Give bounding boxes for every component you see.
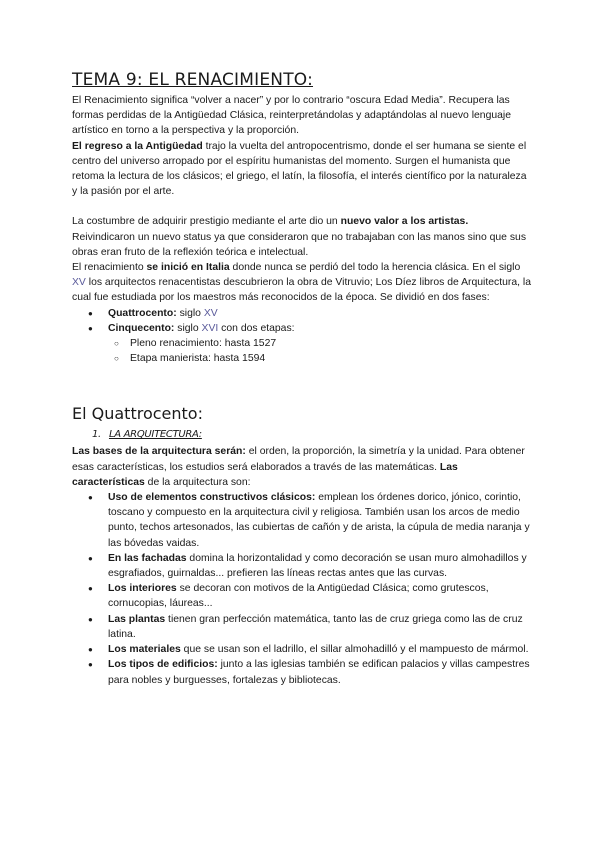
bold-term: El regreso a la Antigüedad [72,140,203,152]
list-item [72,551,532,581]
spacer [72,199,532,214]
feature-label: Uso de elementos constructivos clásicos: [108,492,316,504]
intro-paragraph: El Renacimiento significa “volver a nacer” y por lo contrario “oscura Edad Media”. Recupera las formas perdidas de la Antigüedad Clásica, reinterpretándolas y adaptándolas al nuevo lenguaje artístico en torno a la perspectiva y la proporción. [72,95,512,137]
list-item [72,321,532,336]
list-item [72,490,532,551]
feature-label: Las plantas [108,613,166,625]
phase-text: siglo [174,322,202,334]
century-text: XV [203,307,218,319]
paragraph-text: trajo la vuelta del antropocentrismo, donde el ser humana se siente el centro del universo arropado por el espíritu humanistas del momento. Surgen el humanista que retoma la lectura de los clásicos; el griego, el latín, la filosofía, el interés científico por la naturaleza y la pasión por el arte. [72,140,527,198]
features-list [72,490,532,688]
phase-text: con dos etapas: [218,322,295,334]
artists-paragraph [72,214,532,260]
paragraph-text: El renacimiento [72,262,147,274]
feature-text: tienen gran perfección matemática, tanto las de cruz griega como las de cruz latina. [108,613,523,640]
bases-paragraph [72,444,532,490]
paragraph-text: de la arquitectura son: [144,476,251,488]
bold-term: Las bases de la arquitectura serán: [72,446,246,458]
list-item [72,657,532,687]
subsection-label: LA ARQUITECTURA: [108,429,202,441]
italy-paragraph [72,260,532,306]
paragraph-text: donde nunca se perdió del todo la herencia clásica. En el siglo [229,262,521,274]
phases-list [72,306,532,336]
antiquity-paragraph [72,139,532,200]
phase-label: Quattrocento: [108,307,177,319]
phase-label: Cinquecento: [108,322,175,334]
document-page [72,70,532,688]
century-text: XV [72,277,86,289]
feature-text: se decoran con motivos de la Antigüedad Clásica; como grutescos, cornucopias, láureas... [108,583,489,610]
paragraph-text: los arquitectos renacentistas descubrieron la obra de Vitruvio; Los Díez libros de Arquitectura, la cual fue estudiada por los maestros más reconocidos de la época. Se dividió en dos fases: [72,277,531,304]
bold-term: nuevo valor a los artistas. [340,216,469,228]
list-item [72,642,532,657]
subsection-title [72,429,532,440]
bold-term: Las características [72,461,458,488]
feature-label: Los materiales [108,644,181,656]
section-title: El Quattrocento: [72,404,203,424]
subsection-number: 1. [92,429,101,441]
paragraph-text: La costumbre de adquirir prestigio mediante el arte dio un [72,216,341,228]
list-item: ○ Etapa manierista: hasta 1594 [72,351,532,366]
stages-list [72,336,532,366]
paragraph-text: Reivindicaron un nuevo status ya que consideraron que no trabajaban con las manos sino que sus obras eran fruto de la reflexión teórica e intelectual. [72,231,527,258]
phase-text: siglo [176,307,204,319]
bold-term: se inició en Italia [146,262,230,274]
feature-text: emplean los órdenes dorico, jónico, corintio, toscano y compuesto en la arquitectura civil y religiosa. También usan los arcos de medio punto, techos artesonados, las cubiertas de cañón y de arista, la cúpula de media naranja y las bóvedas vaidas. [108,492,530,549]
century-text: XVI [201,322,219,334]
paragraph-text: el orden, la proporción, la simetría y la unidad. Para obtener esas características, los estudios será elaborados a través de las matemáticas. [72,446,525,473]
feature-text: domina la horizontalidad y como decoración se usan muro almohadillos y esgrafiados, guirnaldas... prefieren las líneas rectas antes que las curvas. [108,552,527,580]
list-item: ○ Pleno renacimiento: hasta 1527 [72,336,532,351]
feature-text: junto a las iglesias también se edifican palacios y villas campestres para nobles y burguesses, fortalezas y bibliotecas. [108,659,530,686]
feature-text: que se usan son el ladrillo, el sillar almohadilló y el mampuesto de mármol. [180,644,529,656]
page-title: TEMA 9: EL RENACIMIENTO: [72,70,314,90]
list-item [72,581,532,611]
list-item [72,306,532,321]
feature-label: En las fachadas [108,552,187,564]
feature-label: Los tipos de edificios: [108,659,218,671]
list-item [72,612,532,642]
feature-label: Los interiores [108,583,177,595]
